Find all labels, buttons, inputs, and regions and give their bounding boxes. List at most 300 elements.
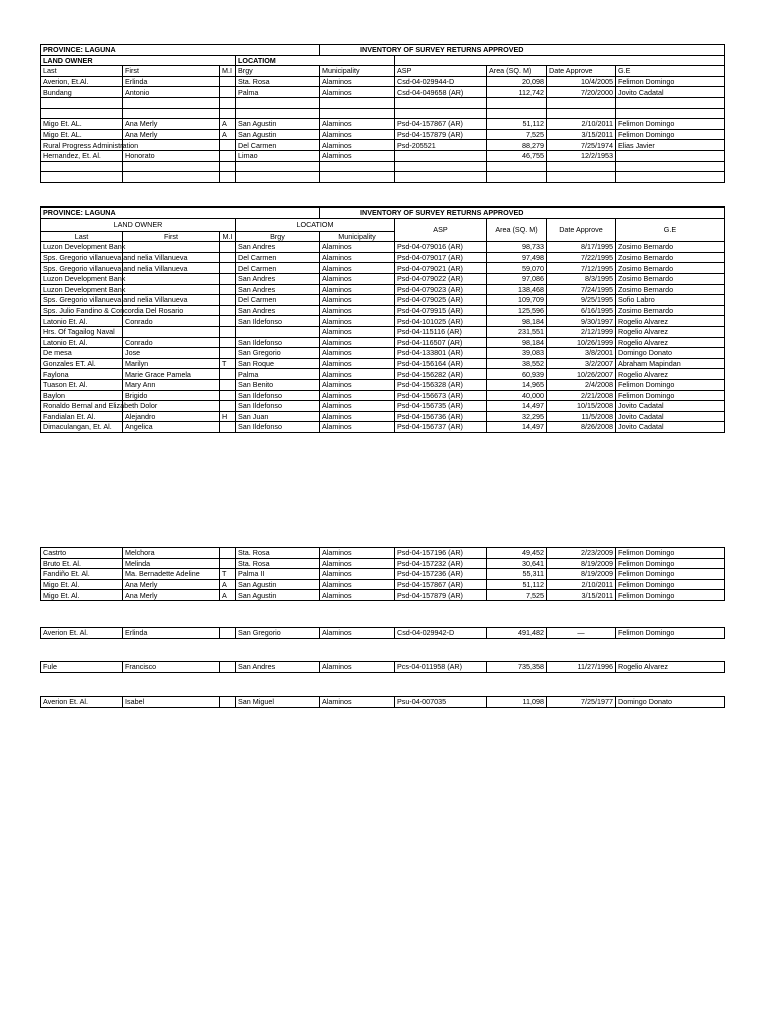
area-cell: 125,596 [487, 305, 547, 316]
table-row [41, 97, 725, 108]
col-header-brgy: Brgy [236, 231, 320, 242]
first-name-cell: Isabel [123, 697, 220, 708]
first-name-cell: Melchora [123, 548, 220, 559]
ge-cell: Jovito Cadatal [616, 422, 725, 433]
asp-cell [395, 172, 487, 183]
municipality-cell: Alaminos [320, 150, 395, 161]
area-cell [487, 108, 547, 119]
ge-cell: Zosimo Bernardo [616, 263, 725, 274]
first-name-cell: Honorato [123, 150, 220, 161]
ge-cell: Rogelio Alvarez [616, 316, 725, 327]
brgy-cell: San Gregorio [236, 628, 320, 639]
date-cell: 8/17/1995 [547, 242, 616, 253]
mi-cell [220, 697, 236, 708]
municipality-cell: Alaminos [320, 358, 395, 369]
brgy-cell: Palma [236, 369, 320, 380]
table-row [41, 172, 725, 183]
brgy-cell: San Agustin [236, 129, 320, 140]
table-row [41, 108, 725, 119]
date-cell: 7/25/1974 [547, 140, 616, 151]
brgy-cell: San Ildefonso [236, 401, 320, 412]
area-cell: 20,098 [487, 76, 547, 87]
last-name-cell: Ronaldo Bernal and Elizabeth Dolor [41, 401, 123, 412]
ge-cell: Jovito Cadatal [616, 87, 725, 98]
col-header-first: First [123, 66, 220, 77]
date-cell: 10/15/2008 [547, 401, 616, 412]
area-cell: 38,552 [487, 358, 547, 369]
asp-cell: Psd-04-157879 (AR) [395, 129, 487, 140]
col-header-mi: M.I [220, 231, 236, 242]
table-row [41, 76, 725, 87]
table-row [41, 358, 725, 369]
date-cell: 10/4/2005 [547, 76, 616, 87]
ge-cell: Felimon Domingo [616, 590, 725, 601]
last-name-cell [41, 108, 123, 119]
area-cell: 11,098 [487, 697, 547, 708]
table-row [41, 422, 725, 433]
first-name-cell: Ana Merly [123, 579, 220, 590]
last-name-cell: Bruto Et. Al. [41, 558, 123, 569]
area-cell: 7,525 [487, 590, 547, 601]
area-cell: 40,000 [487, 390, 547, 401]
mi-cell [220, 108, 236, 119]
header-spacer [395, 55, 725, 66]
brgy-cell: San Agustin [236, 579, 320, 590]
last-name-cell: Sps. Gregorio villanueva and nelia Villanueva [41, 295, 123, 306]
col-header-brgy: Brgy [236, 66, 320, 77]
mi-cell [220, 337, 236, 348]
brgy-cell: San Benito [236, 379, 320, 390]
brgy-cell: Sta. Rosa [236, 76, 320, 87]
municipality-cell: Alaminos [320, 263, 395, 274]
mi-cell [220, 284, 236, 295]
municipality-cell: Alaminos [320, 422, 395, 433]
mi-cell: H [220, 411, 236, 422]
table-row [41, 579, 725, 590]
first-name-cell [123, 242, 220, 253]
ge-cell: Rogelio Alvarez [616, 337, 725, 348]
first-name-cell: Erlinda [123, 628, 220, 639]
first-name-cell [123, 161, 220, 172]
date-cell: 10/26/1999 [547, 337, 616, 348]
report-title: INVENTORY OF SURVEY RETURNS APPROVED [320, 45, 725, 56]
table-row [41, 379, 725, 390]
municipality-cell: Alaminos [320, 379, 395, 390]
last-name-cell: Luzon Development Bank [41, 273, 123, 284]
municipality-cell: Alaminos [320, 662, 395, 673]
brgy-cell: Palma II [236, 569, 320, 580]
mi-cell [220, 295, 236, 306]
municipality-cell: Alaminos [320, 548, 395, 559]
col-header-mi: M.I [220, 66, 236, 77]
municipality-cell: Alaminos [320, 628, 395, 639]
mi-cell [220, 662, 236, 673]
table-row [41, 242, 725, 253]
municipality-cell: Alaminos [320, 337, 395, 348]
area-cell: 51,112 [487, 579, 547, 590]
asp-cell: Psd-04-079017 (AR) [395, 252, 487, 263]
date-cell: 3/15/2011 [547, 129, 616, 140]
municipality-cell: Alaminos [320, 697, 395, 708]
mi-cell [220, 273, 236, 284]
municipality-cell [320, 108, 395, 119]
brgy-cell: San Roque [236, 358, 320, 369]
ge-cell [616, 172, 725, 183]
table-row [41, 697, 725, 708]
area-cell: 98,184 [487, 316, 547, 327]
mi-cell [220, 379, 236, 390]
last-name-cell: Castrto [41, 548, 123, 559]
municipality-cell: Alaminos [320, 326, 395, 337]
asp-cell: Psd-04-116507 (AR) [395, 337, 487, 348]
asp-cell [395, 97, 487, 108]
ge-cell: Elias Javier [616, 140, 725, 151]
inventory-table-5 [40, 661, 725, 673]
column-header-row [41, 66, 725, 77]
report-title: INVENTORY OF SURVEY RETURNS APPROVED [320, 207, 725, 218]
first-name-cell: Ana Merly [123, 129, 220, 140]
date-cell: 3/2/2007 [547, 358, 616, 369]
date-cell: 9/25/1995 [547, 295, 616, 306]
table-row [41, 348, 725, 359]
first-name-cell [123, 284, 220, 295]
province-label: PROVINCE: LAGUNA [41, 45, 320, 56]
table-row [41, 305, 725, 316]
mi-cell [220, 172, 236, 183]
mi-cell: A [220, 590, 236, 601]
last-name-cell [41, 161, 123, 172]
table-row [41, 411, 725, 422]
land-owner-header: LAND OWNER [41, 55, 236, 66]
col-header-date: Date Approve [547, 218, 616, 242]
asp-cell: Psd-04-079915 (AR) [395, 305, 487, 316]
last-name-cell: Fandiño Et. Al. [41, 569, 123, 580]
date-cell [547, 161, 616, 172]
first-name-cell: Francisco [123, 662, 220, 673]
date-cell: — [547, 628, 616, 639]
last-name-cell: Sps. Julio Fandino & Concordia Del Rosario [41, 305, 123, 316]
area-cell: 231,551 [487, 326, 547, 337]
asp-cell: Psd-04-157867 (AR) [395, 119, 487, 130]
asp-cell: Psd-04-156673 (AR) [395, 390, 487, 401]
mi-cell [220, 390, 236, 401]
mi-cell [220, 326, 236, 337]
asp-cell: Psd-04-156328 (AR) [395, 379, 487, 390]
first-name-cell: Ana Merly [123, 119, 220, 130]
date-cell: 8/26/2008 [547, 422, 616, 433]
municipality-cell [320, 172, 395, 183]
ge-cell: Rogelio Alvarez [616, 662, 725, 673]
last-name-cell: Migo Et. Al. [41, 590, 123, 601]
date-cell [547, 172, 616, 183]
area-cell: 112,742 [487, 87, 547, 98]
brgy-cell: San Gregorio [236, 348, 320, 359]
first-name-cell: Marilyn [123, 358, 220, 369]
land-owner-header: LAND OWNER [41, 218, 236, 231]
ge-cell: Felimon Domingo [616, 76, 725, 87]
brgy-cell: Limao [236, 150, 320, 161]
table-row [41, 558, 725, 569]
col-header-area: Area (SQ. M) [487, 218, 547, 242]
last-name-cell: Sps. Gregorio villanueva and nelia Villanueva [41, 252, 123, 263]
brgy-cell: San Agustin [236, 590, 320, 601]
brgy-cell: Sta. Rosa [236, 548, 320, 559]
asp-cell: Csd-04-049658 (AR) [395, 87, 487, 98]
area-cell: 14,497 [487, 422, 547, 433]
col-header-ge: G.E [616, 66, 725, 77]
table-row [41, 87, 725, 98]
ge-cell: Felimon Domingo [616, 390, 725, 401]
area-cell: 7,525 [487, 129, 547, 140]
mi-cell: A [220, 579, 236, 590]
table-row [41, 252, 725, 263]
brgy-cell: San Andres [236, 284, 320, 295]
first-name-cell [123, 273, 220, 284]
area-cell: 97,086 [487, 273, 547, 284]
asp-cell: Psd-205521 [395, 140, 487, 151]
ge-cell [616, 161, 725, 172]
municipality-cell: Alaminos [320, 305, 395, 316]
municipality-cell: Alaminos [320, 252, 395, 263]
municipality-cell: Alaminos [320, 569, 395, 580]
municipality-cell: Alaminos [320, 316, 395, 327]
area-cell: 109,709 [487, 295, 547, 306]
col-header-ge: G.E [616, 218, 725, 242]
ge-cell: Felimon Domingo [616, 129, 725, 140]
ge-cell: Zosimo Bernardo [616, 284, 725, 295]
last-name-cell: Hrs. Of Tagailog Naval [41, 326, 123, 337]
ge-cell: Abraham Mapindan [616, 358, 725, 369]
municipality-cell [320, 97, 395, 108]
mi-cell: T [220, 569, 236, 580]
last-name-cell: Rural Progress Administration [41, 140, 123, 151]
brgy-cell: San Miguel [236, 697, 320, 708]
date-cell: 6/16/1995 [547, 305, 616, 316]
asp-cell: Psd-04-157879 (AR) [395, 590, 487, 601]
table-row [41, 140, 725, 151]
table-row [41, 295, 725, 306]
area-cell: 98,184 [487, 337, 547, 348]
area-cell: 39,083 [487, 348, 547, 359]
ge-cell: Domingo Donato [616, 348, 725, 359]
area-cell: 14,497 [487, 401, 547, 412]
last-name-cell: Tuason Et. Al. [41, 379, 123, 390]
first-name-cell: Mary Ann [123, 379, 220, 390]
date-cell: 8/19/2009 [547, 569, 616, 580]
first-name-cell [123, 326, 220, 337]
first-name-cell: Conrado [123, 337, 220, 348]
mi-cell [220, 548, 236, 559]
area-cell: 49,452 [487, 548, 547, 559]
area-cell: 14,965 [487, 379, 547, 390]
date-cell: 12/2/1953 [547, 150, 616, 161]
ge-cell [616, 97, 725, 108]
last-name-cell: Latonio Et. Al. [41, 337, 123, 348]
col-header-municipality: Municipality [320, 231, 395, 242]
ge-cell: Zosimo Bernardo [616, 242, 725, 253]
brgy-cell: Palma [236, 87, 320, 98]
province-label: PROVINCE: LAGUNA [41, 207, 320, 218]
municipality-cell: Alaminos [320, 558, 395, 569]
date-cell: 7/24/1995 [547, 284, 616, 295]
inventory-table-3 [40, 547, 725, 601]
first-name-cell: Ma. Bernadette Adeline [123, 569, 220, 580]
brgy-cell: San Juan [236, 411, 320, 422]
brgy-cell: Sta. Rosa [236, 558, 320, 569]
last-name-cell: Averion Et. Al. [41, 628, 123, 639]
date-cell: 11/27/1996 [547, 662, 616, 673]
ge-cell: Zosimo Bernardo [616, 305, 725, 316]
brgy-cell: Del Carmen [236, 295, 320, 306]
brgy-cell: San Ildefonso [236, 422, 320, 433]
location-header: LOCATIOM [236, 55, 395, 66]
date-cell: 8/19/2009 [547, 558, 616, 569]
location-header: LOCATIOM [236, 218, 395, 231]
asp-cell: Psd-04-156737 (AR) [395, 422, 487, 433]
asp-cell: Psu-04-007035 [395, 697, 487, 708]
date-cell: 7/20/2000 [547, 87, 616, 98]
area-cell: 491,482 [487, 628, 547, 639]
date-cell: 7/25/1977 [547, 697, 616, 708]
first-name-cell [123, 108, 220, 119]
date-cell: 2/10/2011 [547, 579, 616, 590]
table-row [41, 284, 725, 295]
last-name-cell: Fule [41, 662, 123, 673]
area-cell: 30,641 [487, 558, 547, 569]
last-name-cell [41, 172, 123, 183]
brgy-cell: San Andres [236, 242, 320, 253]
first-name-cell: Brigido [123, 390, 220, 401]
asp-cell: Pcs-04-011958 (AR) [395, 662, 487, 673]
table-row [41, 129, 725, 140]
table-row [41, 628, 725, 639]
municipality-cell: Alaminos [320, 284, 395, 295]
last-name-cell: Dimaculangan, Et. Al. [41, 422, 123, 433]
date-cell: 3/15/2011 [547, 590, 616, 601]
date-cell: 2/10/2011 [547, 119, 616, 130]
asp-cell [395, 161, 487, 172]
mi-cell [220, 161, 236, 172]
last-name-cell: Sps. Gregorio villanueva and nelia Villanueva [41, 263, 123, 274]
asp-cell: Psd-04-157196 (AR) [395, 548, 487, 559]
date-cell: 11/5/2008 [547, 411, 616, 422]
col-header-area: Area (SQ. M) [487, 66, 547, 77]
ge-cell [616, 108, 725, 119]
area-cell: 51,112 [487, 119, 547, 130]
municipality-cell: Alaminos [320, 369, 395, 380]
table-row [41, 548, 725, 559]
asp-cell: Psd-04-101025 (AR) [395, 316, 487, 327]
municipality-cell: Alaminos [320, 242, 395, 253]
ge-cell: Domingo Donato [616, 697, 725, 708]
last-name-cell: Averion Et. Al. [41, 697, 123, 708]
first-name-cell: Angelica [123, 422, 220, 433]
mi-cell [220, 87, 236, 98]
col-header-asp: ASP [395, 66, 487, 77]
asp-cell: Psd-04-079021 (AR) [395, 263, 487, 274]
mi-cell [220, 401, 236, 412]
asp-cell: Csd-04-029942-D [395, 628, 487, 639]
brgy-cell: San Andres [236, 305, 320, 316]
mi-cell: T [220, 358, 236, 369]
last-name-cell [41, 97, 123, 108]
date-cell: 3/8/2001 [547, 348, 616, 359]
last-name-cell: Migo Et. AL. [41, 129, 123, 140]
municipality-cell: Alaminos [320, 140, 395, 151]
first-name-cell [123, 172, 220, 183]
col-header-first: First [123, 231, 220, 242]
area-cell: 32,295 [487, 411, 547, 422]
table-row [41, 590, 725, 601]
brgy-cell: Del Carmen [236, 263, 320, 274]
asp-cell: Psd-04-156282 (AR) [395, 369, 487, 380]
col-header-last: Last [41, 231, 123, 242]
last-name-cell: De mesa [41, 348, 123, 359]
table-row [41, 263, 725, 274]
area-cell [487, 161, 547, 172]
col-header-asp: ASP [395, 218, 487, 242]
ge-cell [616, 150, 725, 161]
ge-cell: Felimon Domingo [616, 548, 725, 559]
asp-cell: Psd-04-115116 (AR) [395, 326, 487, 337]
mi-cell [220, 150, 236, 161]
date-cell [547, 97, 616, 108]
asp-cell: Csd-04-029944-D [395, 76, 487, 87]
inventory-table-2 [40, 206, 725, 433]
brgy-cell [236, 108, 320, 119]
municipality-cell: Alaminos [320, 87, 395, 98]
brgy-cell [236, 326, 320, 337]
date-cell: 7/12/1995 [547, 263, 616, 274]
table-row [41, 369, 725, 380]
date-cell: 7/22/1995 [547, 252, 616, 263]
last-name-cell: Luzon Development Bank [41, 242, 123, 253]
municipality-cell: Alaminos [320, 390, 395, 401]
mi-cell [220, 348, 236, 359]
asp-cell: Psd-04-079025 (AR) [395, 295, 487, 306]
mi-cell [220, 242, 236, 253]
asp-cell: Psd-04-133801 (AR) [395, 348, 487, 359]
asp-cell: Psd-04-156736 (AR) [395, 411, 487, 422]
brgy-cell: San Andres [236, 273, 320, 284]
date-cell: 9/30/1997 [547, 316, 616, 327]
area-cell: 735,358 [487, 662, 547, 673]
last-name-cell: Fandialan Et. Al. [41, 411, 123, 422]
col-header-municipality: Municipality [320, 66, 395, 77]
municipality-cell: Alaminos [320, 76, 395, 87]
ge-cell: Sofio Labro [616, 295, 725, 306]
table-row [41, 326, 725, 337]
brgy-cell: San Agustin [236, 119, 320, 130]
last-name-cell: Luzon Development Bank [41, 284, 123, 295]
asp-cell: Psd-04-157232 (AR) [395, 558, 487, 569]
asp-cell: Psd-04-079022 (AR) [395, 273, 487, 284]
last-name-cell: Faylona [41, 369, 123, 380]
municipality-cell: Alaminos [320, 579, 395, 590]
table-row [41, 569, 725, 580]
municipality-cell: Alaminos [320, 129, 395, 140]
mi-cell [220, 252, 236, 263]
asp-cell: Psd-04-157867 (AR) [395, 579, 487, 590]
ge-cell: Felimon Domingo [616, 119, 725, 130]
brgy-cell: San Andres [236, 662, 320, 673]
ge-cell: Felimon Domingo [616, 579, 725, 590]
asp-cell [395, 108, 487, 119]
last-name-cell: Migo Et. AL. [41, 119, 123, 130]
mi-cell [220, 97, 236, 108]
municipality-cell: Alaminos [320, 348, 395, 359]
municipality-cell: Alaminos [320, 401, 395, 412]
